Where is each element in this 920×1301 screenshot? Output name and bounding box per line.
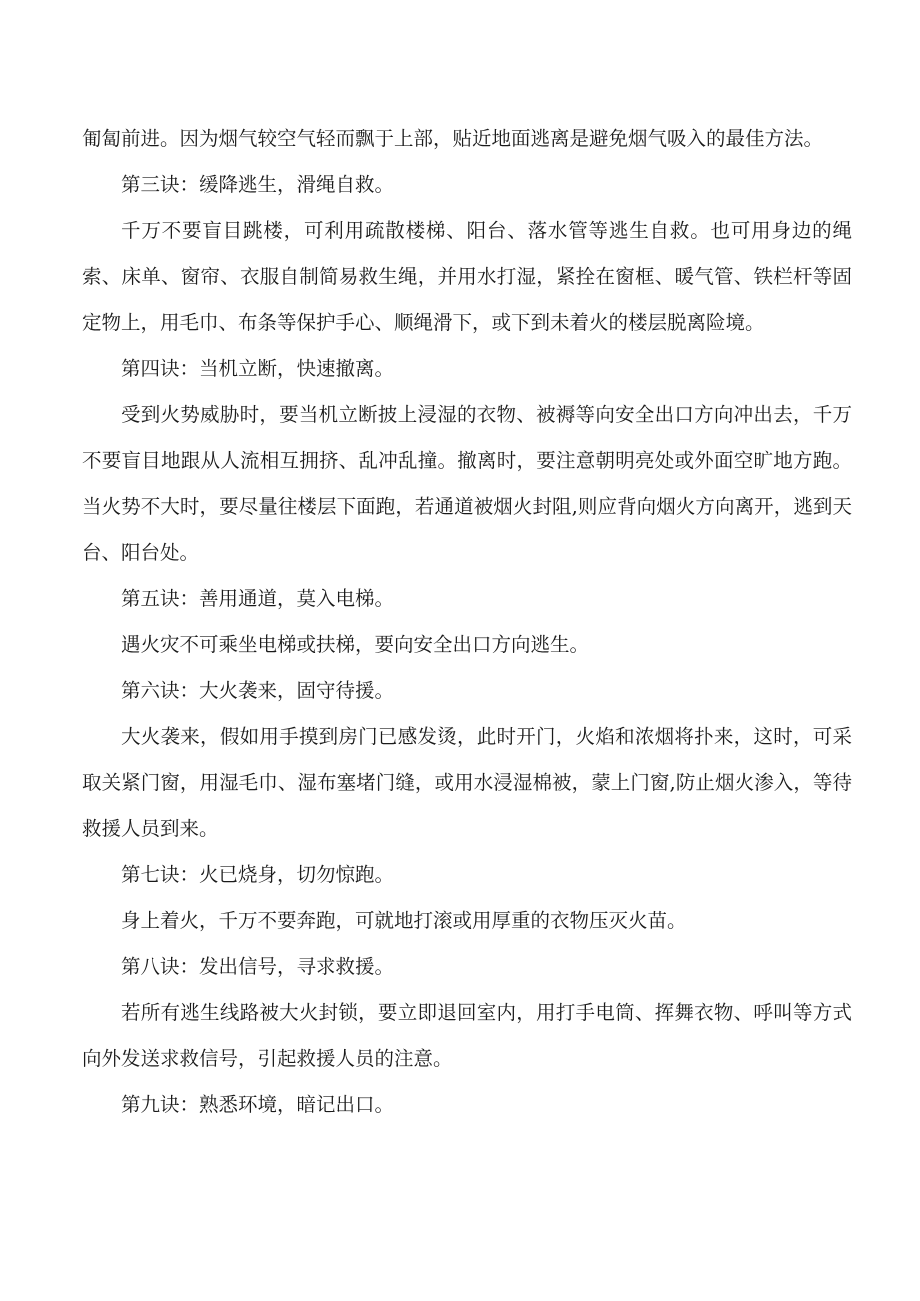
heading-tip-9: 第九诀：熟悉环境，暗记出口。 [121, 1093, 395, 1116]
paragraph-tip-4: 受到火势威胁时，要当机立断披上浸湿的衣物、被褥等向安全出口方向冲出去，千万不要盲目地跟从人流相互拥挤、乱冲乱撞。撤离时，要注意朝明亮处或外面空旷地方跑。当火势不大时，要尽量往楼层下面跑，若通道被烟火封阻,则应背向烟火方向离开，逃到天台、阳台处。 [82, 403, 852, 564]
heading-tip-3: 第三诀：缓降逃生，滑绳自救。 [121, 173, 395, 196]
heading-tip-5: 第五诀：善用通道，莫入电梯。 [121, 587, 395, 610]
paragraph-continuation: 匍匐前进。因为烟气较空气轻而飘于上部，贴近地面逃离是避免烟气吸入的最佳方法。 [82, 127, 824, 150]
document-body [82, 116, 852, 1128]
heading-tip-6: 第六诀：大火袭来，固守待援。 [121, 679, 395, 702]
heading-tip-7: 第七诀：火已烧身，切勿惊跑。 [121, 863, 395, 886]
paragraph-tip-6: 大火袭来，假如用手摸到房门已感发烫，此时开门，火焰和浓烟将扑来，这时，可采取关紧门窗，用湿毛巾、湿布塞堵门缝，或用水浸湿棉被，蒙上门窗,防止烟火渗入，等待救援人员到来。 [82, 725, 852, 840]
heading-tip-4: 第四诀：当机立断，快速撤离。 [121, 357, 395, 380]
paragraph-tip-3: 千万不要盲目跳楼，可利用疏散楼梯、阳台、落水管等逃生自救。也可用身边的绳索、床单、窗帘、衣服自制简易救生绳，并用水打湿，紧拴在窗框、暖气管、铁栏杆等固定物上，用毛巾、布条等保护手心、顺绳滑下，或下到未着火的楼层脱离险境。 [82, 219, 852, 334]
paragraph-tip-8: 若所有逃生线路被大火封锁，要立即退回室内，用打手电筒、挥舞衣物、呼叫等方式向外发送求救信号，引起救援人员的注意。 [82, 1001, 852, 1070]
paragraph-tip-5: 遇火灾不可乘坐电梯或扶梯，要向安全出口方向逃生。 [121, 633, 590, 656]
heading-tip-8: 第八诀：发出信号，寻求救援。 [121, 955, 395, 978]
paragraph-tip-7: 身上着火，千万不要奔跑，可就地打滚或用厚重的衣物压灭火苗。 [121, 909, 687, 932]
